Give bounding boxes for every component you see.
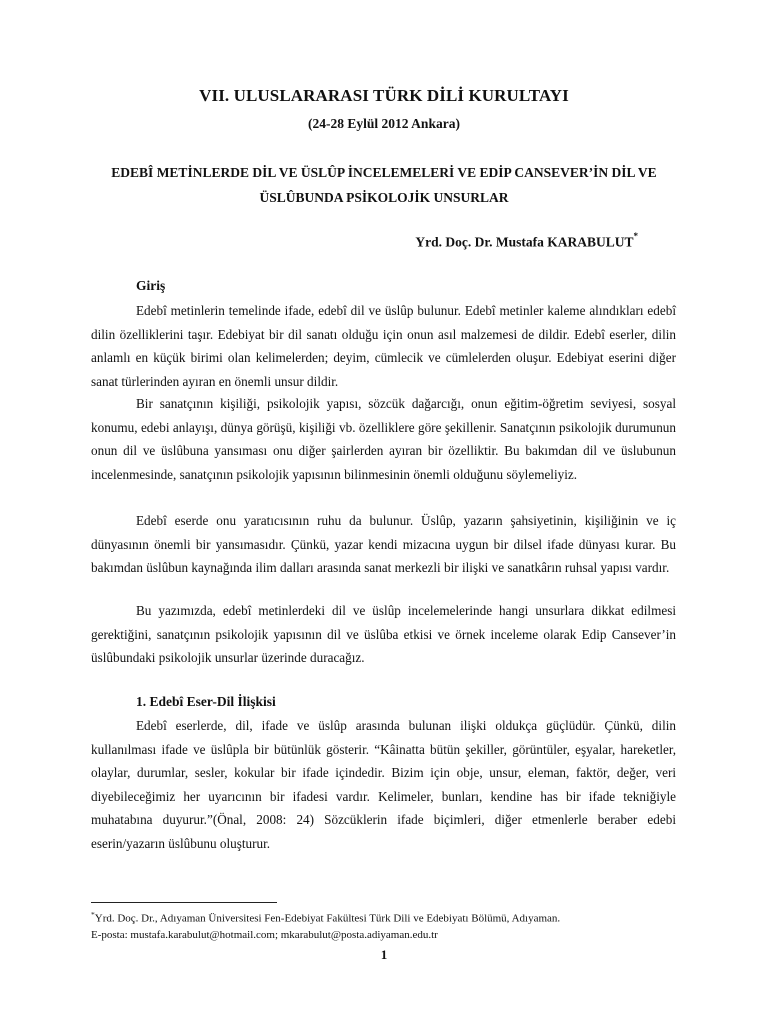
author-footnote-mark: * — [633, 231, 638, 241]
paper-title-line-1: EDEBÎ METİNLERDE DİL VE ÜSLÛP İNCELEMELERİ VE EDİP CANSEVER’İN DİL VE — [111, 165, 657, 180]
page-number: 1 — [380, 947, 388, 962]
footnote — [91, 907, 691, 943]
intro-paragraph-4: Bu yazımızda, edebî metinlerdeki dil ve üslûp incelemelerinde hangi unsurlara dikkat edilmesi gerektiğini, sanatçının psikolojik yapısının dil ve üslûba etkisi ve örnek inceleme olarak Edip Cansever’in üslûbundaki psikolojik unsurlar üzerinde duracağız. — [91, 603, 676, 666]
intro-paragraph-3: Edebî eserde onu yaratıcısının ruhu da bulunur. Üslûp, yazarın şahsiyetinin, kişiliğinin ve iç dünyasının önemli bir yansımasıdır. Çünkü, yazar kendi mizacına uygun bir dilsel ifade dünyası kurar. Bu bakımdan üslûbun kaynağında ilim dalları arasında sanat merkezli bir ilişki ve sanatkârın ruhsal yapısı vardır. — [91, 513, 676, 576]
footnote-divider — [91, 902, 277, 903]
author-text: Yrd. Doç. Dr. Mustafa KARABULUT — [415, 234, 634, 250]
footnote-mark: * — [91, 910, 95, 919]
section-1-paragraph-1: Edebî eserlerde, dil, ifade ve üslûp arasında bulunan ilişki oldukça güçlüdür. Çünkü, dilin kullanılması ifade ve üslûpla bir bütünlük gösterir. “Kâinatta bütün şekiller, görüntüler, eşyalar, hareketler, olaylar, durumlar, sesler, kokular bir ifade içindedir. Bizim için obje, unsur, eleman, faktör, değer, veri diyebileceğimiz her uyarıcının bir ifadesi vardır. Kelimeler, bunları, kendine has bir ifade tekniğiyle muhatabına duyurur.”(Önal, 2008: 24) Sözcüklerin ifade biçimleri, diğer etmenlerle beraber edebi eserin/yazarın üslûbunu oluşturur. — [91, 718, 676, 851]
section-1-heading: 1. Edebî Eser-Dil İlişkisi — [136, 694, 276, 709]
conference-date: (24-28 Eylül 2012 Ankara) — [308, 116, 460, 131]
paper-title — [60, 160, 708, 210]
intro-heading: Giriş — [136, 278, 166, 293]
footnote-line-1 — [91, 907, 691, 927]
footnote-affiliation: Yrd. Doç. Dr., Adıyaman Üniversitesi Fen-Edebiyat Fakültesi Türk Dili ve Edebiyatı Bölümü, Adıyaman. — [94, 912, 561, 925]
paper-title-line-2: ÜSLÛBUNDA PSİKOLOJİK UNSURLAR — [259, 190, 509, 205]
intro-paragraph-2: Bir sanatçının kişiliği, psikolojik yapısı, sözcük dağarcığı, onun eğitim-öğretim seviyesi, sosyal konumu, edebi anlayışı, dünya görüşü, kişiliği vb. özelliklere göre şekillenir. Sanatçının psikolojik durumunun onun dil ve üslûbuna yansıması onu diğer şairlerden ayıran bir özelliktir. Bu bakımdan dil ve üslubunun incelenmesinde, sanatçının psikolojik yapısının bilinmesinin önemli olduğunu söylemeliyiz. — [91, 396, 676, 482]
footnote-line-2: E-posta: mustafa.karabulut@hotmail.com; mkarabulut@posta.adiyaman.edu.tr — [91, 928, 438, 941]
intro-paragraph-1: Edebî metinlerin temelinde ifade, edebî dil ve üslûp bulunur. Edebî metinler kaleme alındıkları edebî dilin özelliklerini taşır. Edebiyat bir dil sanatı olduğu için onun asıl malzemesi de dildir. Edebî eserler, dilin anlamlı en küçük birimi olan kelimelerden; deyim, cümlecik ve cümlelerden oluşur. Edebiyat eserini diğer sanat türlerinden ayıran en önemli unsur dildir. — [91, 303, 676, 389]
author-name — [415, 233, 638, 251]
conference-title: VII. ULUSLARARASI TÜRK DİLİ KURULTAYI — [199, 86, 569, 105]
